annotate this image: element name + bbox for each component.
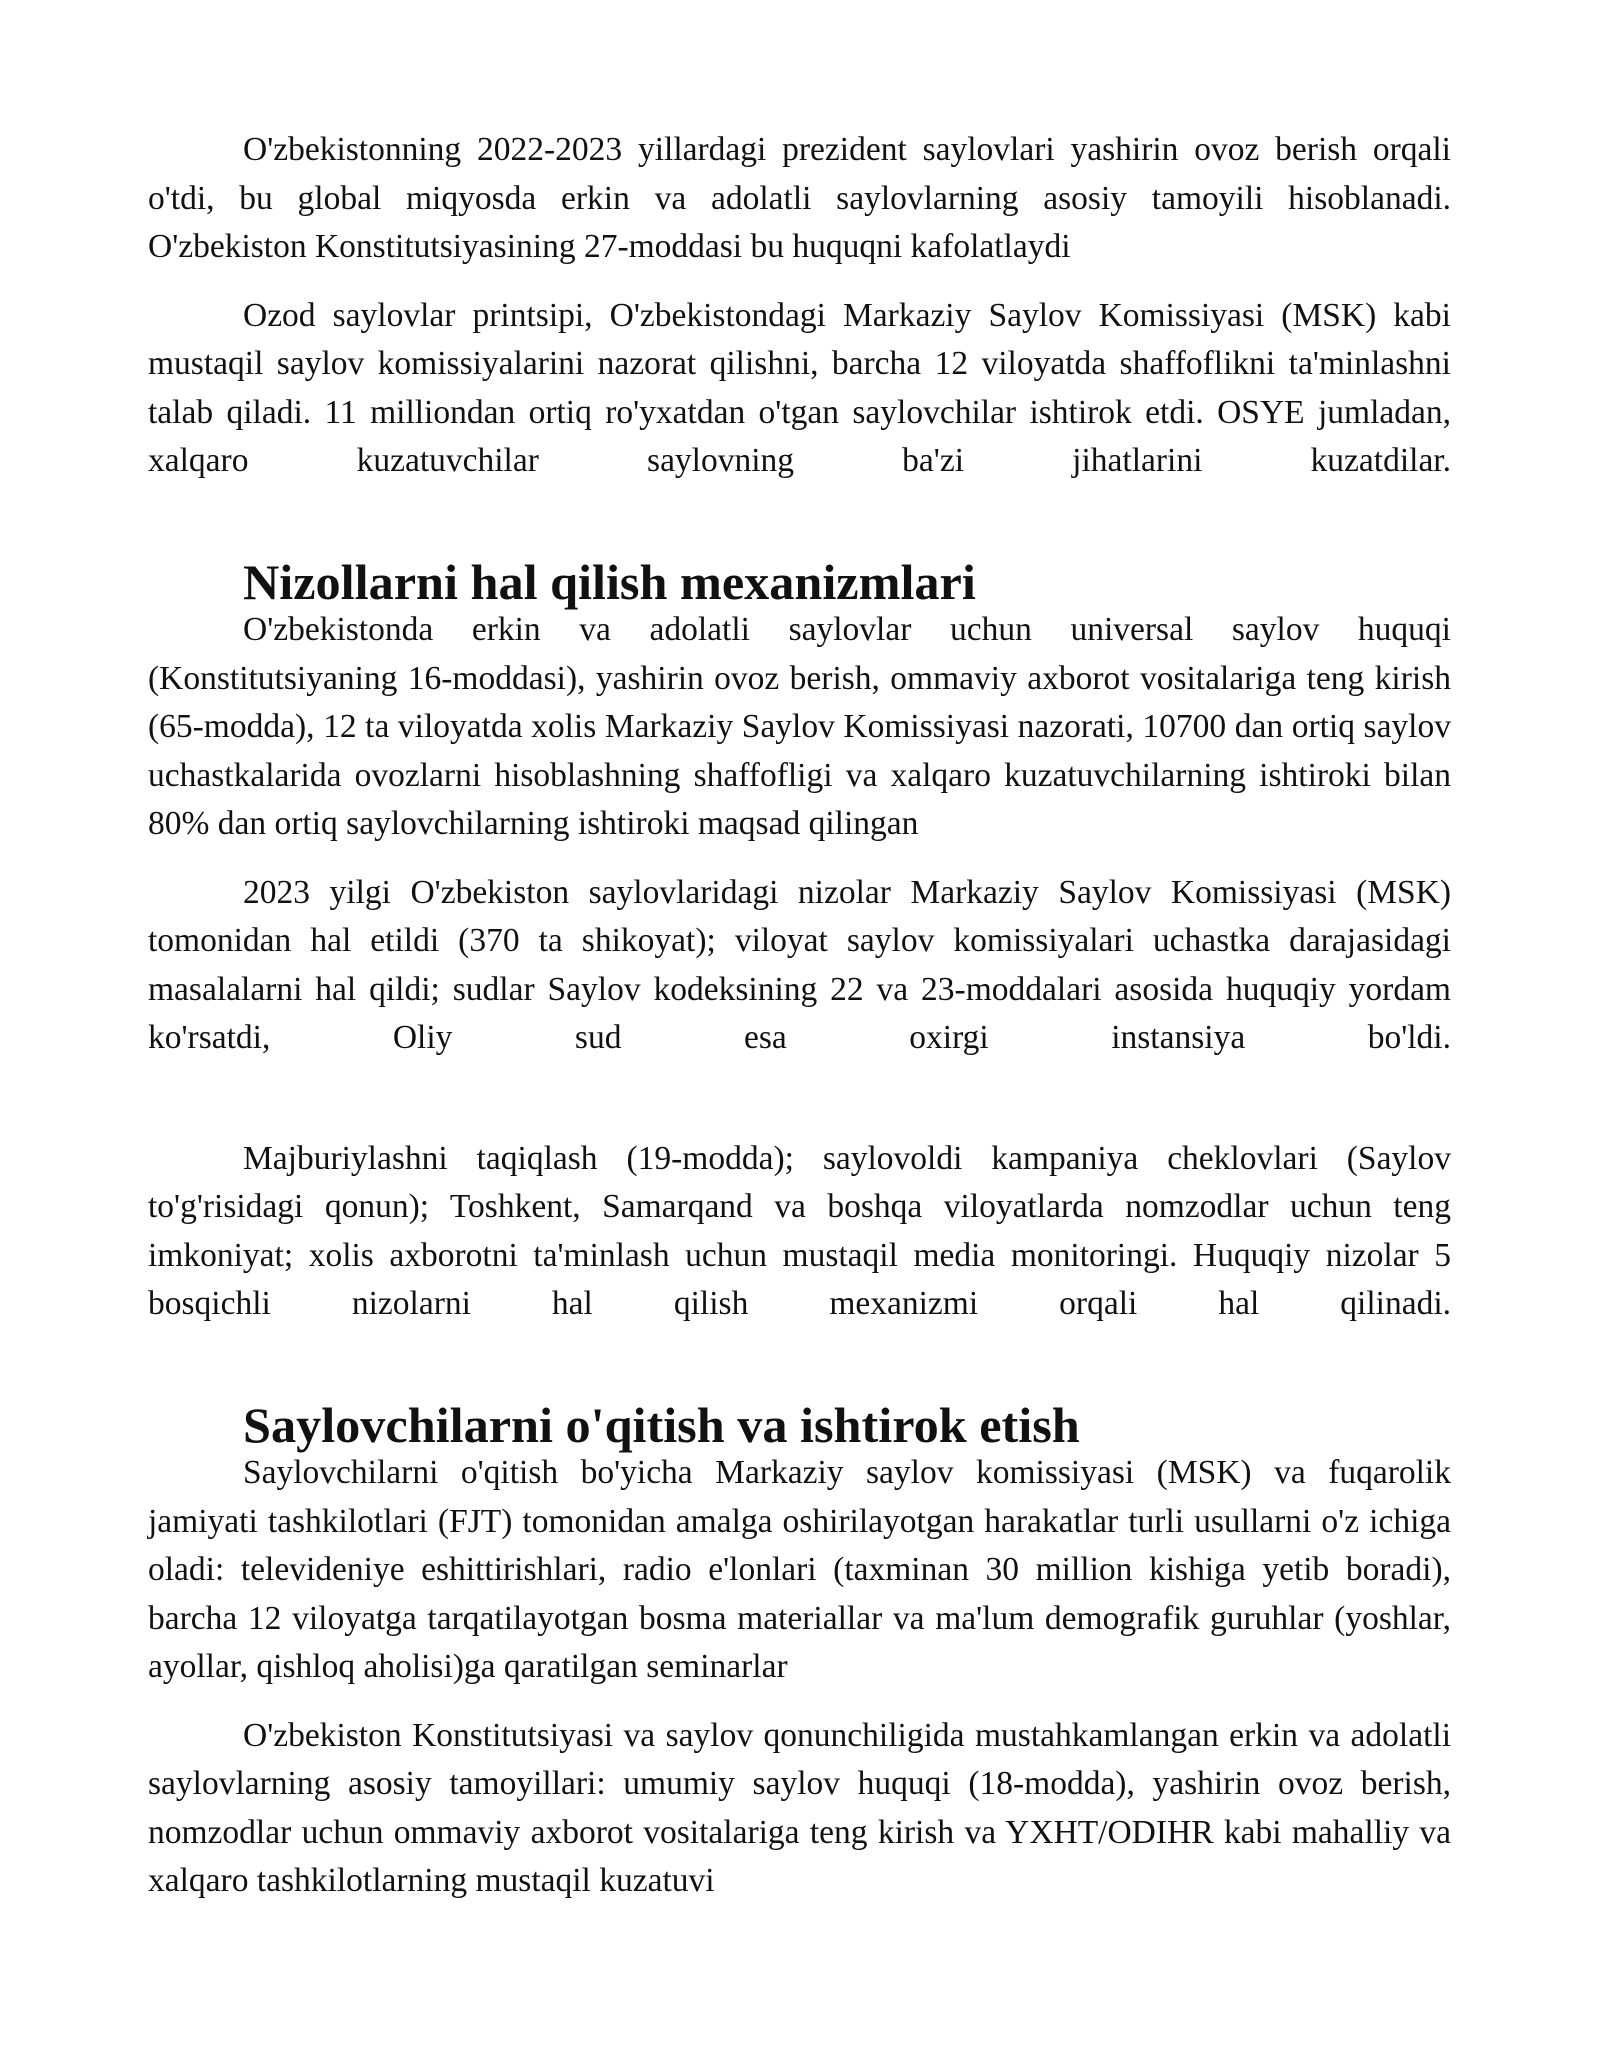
spacer [148,1692,1451,1712]
spacer [148,272,1451,292]
paragraph-coercion-ban: Majburiylashni taqiqlash (19-modda); saylovoldi kampaniya cheklovlari (Saylov to'g'risidagi qonun); Toshkent, Samarqand va boshqa viloyatlarda nomzodlar uchun teng imkoniyat; xolis axborotni ta'minlash uchun mustaqil media monitoringi. Huquqiy nizolar 5 bosqichli nizolarni hal qilish mexanizmi orqali hal qilinadi. [148,1139,1451,1322]
paragraph-free-elections-principle: Ozod saylovlar printsipi, O'zbekistondagi Markaziy Saylov Komissiyasi (MSK) kabi mustaqil saylov komissiyalarini nazorat qilishni, barcha 12 viloyatda shaffoflikni ta'minlashni talab qiladi. 11 milliondan ortiq ro'yxatdan o'tgan saylovchilar ishtirok etdi. OSYE jumladan, xalqaro kuzatuvchilar saylovning ba'zi jihatlarini kuzatdilar. [148,296,1451,479]
paragraph-secret-ballot: O'zbekistonning 2022-2023 yillardagi prezident saylovlari yashirin ovoz berish orqali o'tdi, bu global miqyosda erkin va adolatli saylovlarning asosiy tamoyili hisoblanadi. O'zbekiston Konstitutsiyasining 27-moddasi bu huquqni kafolatlaydi [148,131,1451,265]
spacer [148,486,1451,558]
document-page [148,126,1451,1906]
spacer [148,849,1451,869]
section-heading-dispute-resolution: Nizollarni hal qilish mexanizmlari [243,553,976,610]
paragraph-2023-disputes: 2023 yilgi O'zbekiston saylovlaridagi nizolar Markaziy Saylov Komissiyasi (MSK) tomonidan hal etildi (370 ta shikoyat); viloyat saylov komissiyalari uchastka darajasidagi masalalarni hal qildi; sudlar Saylov kodeksining 22 va 23-moddalari asosida huquqiy yordam ko'rsatdi, Oliy sud esa oxirgi instansiya bo'ldi. [148,873,1451,1056]
section-heading-voter-education: Saylovchilarni o'qitish va ishtirok etish [243,1396,1080,1453]
paragraph-voter-education-efforts: Saylovchilarni o'qitish bo'yicha Markaziy saylov komissiyasi (MSK) va fuqarolik jamiyati tashkilotlari (FJT) tomonidan amalga oshirilayotgan harakatlar turli usullarni o'z ichiga oladi: televideniye eshittirishlari, radio e'lonlari (taxminan 30 million kishiga yetib boradi), barcha 12 viloyatga tarqatilayotgan bosma materiallar va ma'lum demografik guruhlar (yoshlar, ayollar, qishloq aholisi)ga qaratilgan seminarlar [148,1454,1451,1685]
paragraph-universal-suffrage: O'zbekistonda erkin va adolatli saylovlar uchun universal saylov huquqi (Konstitutsiyaning 16-moddasi), yashirin ovoz berish, ommaviy axborot vositalariga teng kirish (65-modda), 12 ta viloyatda xolis Markaziy Saylov Komissiyasi nazorati, 10700 dan ortiq saylov uchastkalarida ovozlarni hisoblashning shaffofligi va xalqaro kuzatuvchilarning ishtiroki bilan 80% dan ortiq saylovchilarning ishtiroki maqsad qilingan [148,611,1451,842]
spacer [148,1329,1451,1401]
paragraph-core-principles: O'zbekiston Konstitutsiyasi va saylov qonunchiligida mustahkamlangan erkin va adolatli saylovlarning asosiy tamoyillari: umumiy saylov huquqi (18-modda), yashirin ovoz berish, nomzodlar uchun ommaviy axborot vositalariga teng kirish va YXHT/ODIHR kabi mahalliy va xalqaro tashkilotlarning mustaqil kuzatuvi [148,1716,1451,1899]
spacer [148,1063,1451,1135]
